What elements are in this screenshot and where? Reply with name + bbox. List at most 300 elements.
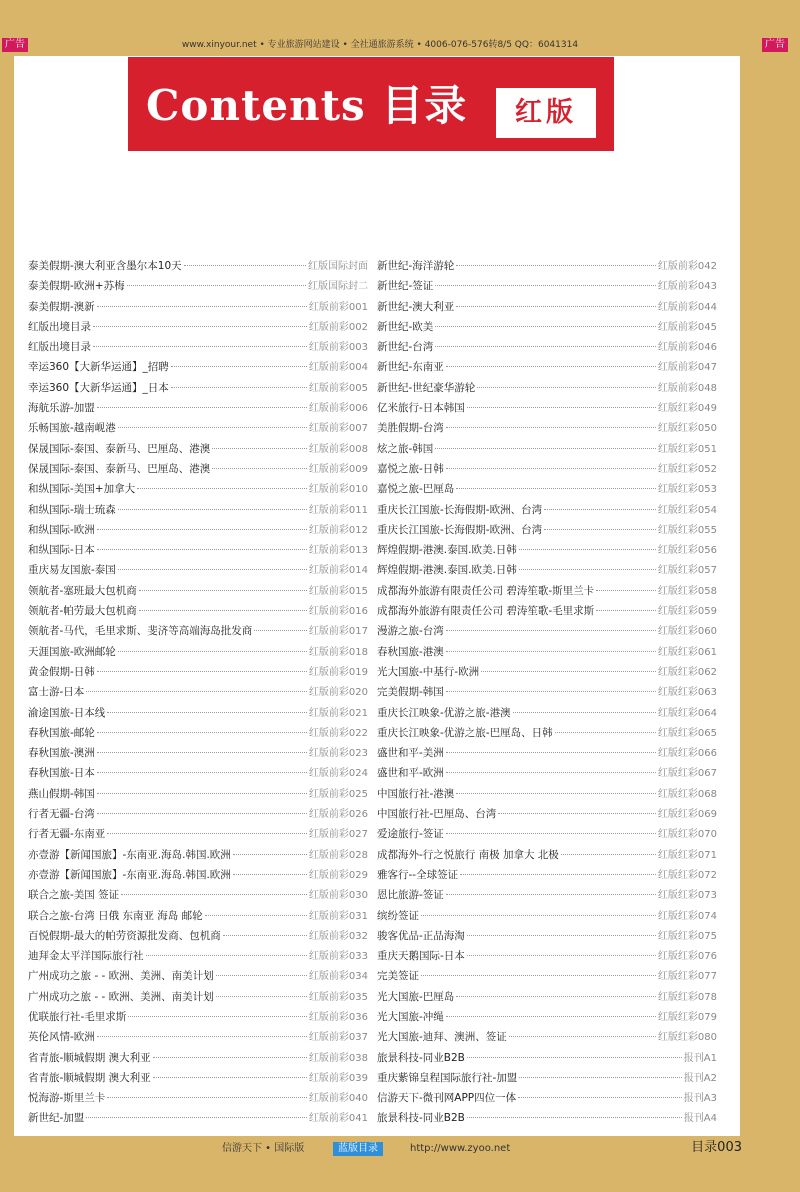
toc-entry[interactable] bbox=[28, 866, 368, 886]
toc-entry[interactable] bbox=[28, 338, 368, 358]
toc-entry-page: 红版红彩075 bbox=[657, 930, 717, 942]
toc-entry-page: 红版前彩044 bbox=[657, 301, 717, 313]
toc-entry-page: 红版红彩051 bbox=[657, 443, 717, 455]
toc-entry-title: 行者无疆-台湾 bbox=[28, 808, 95, 821]
toc-entry-page: 红版红彩071 bbox=[657, 849, 717, 861]
toc-entry-page: 红版红彩062 bbox=[657, 666, 717, 678]
toc-leader-dots bbox=[446, 772, 656, 773]
toc-leader-dots bbox=[107, 1097, 307, 1098]
toc-entry-title: 辉煌假期-港澳.泰国.欧美.日韩 bbox=[377, 544, 517, 557]
toc-leader-dots bbox=[467, 1057, 682, 1058]
toc-entry-title: 泰美假期-澳大利亚含墨尔本10天 bbox=[28, 260, 182, 272]
toc-entry-page: 红版前彩025 bbox=[308, 788, 368, 800]
toc-entry-title: 重庆易友国旅-泰国 bbox=[28, 564, 116, 577]
toc-entry[interactable] bbox=[28, 561, 368, 581]
toc-entry-title: 雅客行--全球签证 bbox=[377, 868, 459, 881]
toc-entry[interactable] bbox=[28, 947, 368, 967]
toc-entry[interactable] bbox=[28, 724, 368, 744]
ad-label-left[interactable]: 广告 bbox=[2, 38, 28, 52]
toc-leader-dots bbox=[97, 752, 307, 753]
toc-entry[interactable] bbox=[377, 1028, 717, 1048]
toc-entry-title: 红版出境目录 bbox=[28, 320, 91, 333]
toc-entry-page: 红版前彩031 bbox=[308, 910, 368, 922]
toc-entry[interactable] bbox=[377, 1089, 717, 1109]
toc-entry[interactable] bbox=[28, 582, 368, 602]
toc-leader-dots bbox=[513, 712, 656, 713]
toc-entry[interactable] bbox=[28, 277, 368, 297]
toc-entry-page: 红版红彩078 bbox=[657, 991, 717, 1003]
toc-entry-title: 泰美假期-澳新 bbox=[28, 300, 95, 313]
toc-entry[interactable] bbox=[28, 967, 368, 987]
toc-leader-dots bbox=[446, 752, 656, 753]
toc-entry[interactable] bbox=[377, 825, 717, 845]
toc-entry-page: 红版前彩004 bbox=[308, 362, 368, 374]
toc-entry[interactable] bbox=[28, 846, 368, 866]
toc-leader-dots bbox=[518, 1097, 682, 1098]
toc-entry-title: 嘉悦之旅-巴厘岛 bbox=[377, 483, 455, 496]
toc-entry-title: 悦海游-斯里兰卡 bbox=[28, 1092, 106, 1105]
toc-leader-dots bbox=[456, 793, 656, 794]
toc-leader-dots bbox=[171, 366, 307, 367]
toc-entry[interactable] bbox=[28, 318, 368, 338]
toc-leader-dots bbox=[233, 854, 307, 855]
toc-entry-title: 漫游之旅-台湾 bbox=[377, 625, 444, 638]
toc-entry-page: 红版前彩027 bbox=[308, 829, 368, 841]
toc-entry-page: 红版红彩049 bbox=[657, 403, 717, 415]
toc-leader-dots bbox=[146, 955, 307, 956]
toc-entry[interactable] bbox=[377, 440, 717, 460]
toc-entry-page: 红版红彩055 bbox=[657, 524, 717, 536]
toc-leader-dots bbox=[128, 1016, 307, 1017]
toc-entry[interactable] bbox=[28, 704, 368, 724]
toc-leader-dots bbox=[519, 569, 656, 570]
toc-leader-dots bbox=[561, 854, 656, 855]
toc-entry[interactable] bbox=[377, 460, 717, 480]
toc-leader-dots bbox=[446, 468, 656, 469]
toc-entry[interactable] bbox=[28, 501, 368, 521]
toc-entry-title: 光大国旅-巴厘岛 bbox=[377, 990, 455, 1003]
toc-entry[interactable] bbox=[28, 480, 368, 500]
toc-entry-title: 春秋国旅-澳洲 bbox=[28, 747, 95, 760]
toc-entry[interactable] bbox=[28, 1049, 368, 1069]
toc-leader-dots bbox=[477, 387, 656, 388]
toc-leader-dots bbox=[97, 407, 307, 408]
toc-entry[interactable] bbox=[377, 399, 717, 419]
toc-entry[interactable] bbox=[377, 582, 717, 602]
toc-entry-title: 骏客优品-正品海淘 bbox=[377, 929, 465, 942]
toc-entry[interactable] bbox=[28, 379, 368, 399]
toc-entry-title: 保晟国际-泰国、泰新马、巴厘岛、港澳 bbox=[28, 462, 211, 475]
toc-entry-page: 红版前彩045 bbox=[657, 321, 717, 333]
toc-leader-dots bbox=[435, 285, 656, 286]
toc-entry-title: 优联旅行社-毛里求斯 bbox=[28, 1010, 127, 1023]
toc-leader-dots bbox=[596, 590, 656, 591]
toc-entry-page: 红版前彩006 bbox=[308, 403, 368, 415]
toc-entry-title: 迪拜金太平洋国际旅行社 bbox=[28, 950, 144, 963]
toc-entry-title: 乐畅国旅-越南岘港 bbox=[28, 422, 116, 435]
toc-entry[interactable] bbox=[28, 1069, 368, 1089]
toc-right-column bbox=[377, 257, 717, 1130]
toc-entry[interactable] bbox=[377, 724, 717, 744]
toc-entry[interactable] bbox=[28, 622, 368, 642]
toc-entry-page: 红版红彩072 bbox=[657, 869, 717, 881]
toc-entry-page: 红版前彩042 bbox=[657, 261, 717, 272]
toc-entry[interactable] bbox=[28, 1028, 368, 1048]
toc-entry-title: 炫之旅-韩国 bbox=[377, 442, 434, 455]
toc-entry-title: 和纵国际-瑞士琉森 bbox=[28, 503, 116, 516]
toc-entry[interactable] bbox=[377, 358, 717, 378]
toc-entry-title: 新世纪-东南亚 bbox=[377, 361, 444, 374]
footer-page-label: 目录003 bbox=[691, 1140, 742, 1155]
toc-entry-page: 红版前彩018 bbox=[308, 646, 368, 658]
toc-leader-dots bbox=[446, 1016, 656, 1017]
toc-entry-title: 中国旅行社-港澳 bbox=[377, 787, 455, 800]
toc-entry-title: 重庆天鹅国际-日本 bbox=[377, 950, 465, 963]
toc-entry-page: 红版前彩040 bbox=[308, 1093, 368, 1105]
toc-leader-dots bbox=[555, 732, 656, 733]
toc-entry-title: 泰美假期-欧洲+苏梅 bbox=[28, 280, 125, 293]
toc-leader-dots bbox=[139, 610, 307, 611]
toc-entry[interactable] bbox=[377, 764, 717, 784]
toc-entry-page: 红版红彩068 bbox=[657, 788, 717, 800]
toc-entry[interactable] bbox=[377, 338, 717, 358]
toc-entry-page: 红版红彩067 bbox=[657, 768, 717, 780]
header-contact-line: www.xinyour.net • 专业旅游网站建设 • 全社通旅游系统 • 4006-076-576转8/5 QQ：6041314 bbox=[181, 40, 579, 50]
toc-entry-page: 红版红彩058 bbox=[657, 585, 717, 597]
toc-entry-page: 红版红彩063 bbox=[657, 687, 717, 699]
toc-entry-title: 成都海外-行之悦旅行 南极 加拿大 北极 bbox=[377, 848, 559, 861]
toc-leader-dots bbox=[456, 306, 656, 307]
toc-leader-dots bbox=[107, 712, 307, 713]
toc-entry-title: 嘉悦之旅-日韩 bbox=[377, 462, 444, 475]
toc-entry[interactable] bbox=[28, 521, 368, 541]
toc-entry[interactable] bbox=[377, 521, 717, 541]
toc-leader-dots bbox=[212, 448, 307, 449]
toc-leader-dots bbox=[97, 1036, 307, 1037]
toc-leader-dots bbox=[446, 427, 656, 428]
toc-entry-title: 重庆长江国旅-长海假期-欧洲、台湾 bbox=[377, 523, 543, 536]
toc-entry-title: 光大国旅-迪拜、澳洲、签证 bbox=[377, 1031, 507, 1044]
toc-leader-dots bbox=[421, 975, 656, 976]
toc-entry-title: 重庆长江国旅-长海假期-欧洲、台湾 bbox=[377, 503, 543, 516]
toc-entry[interactable] bbox=[28, 744, 368, 764]
toc-entry-page: 红版红彩052 bbox=[657, 463, 717, 475]
toc-entry-page: 红版前彩022 bbox=[308, 727, 368, 739]
toc-entry-title: 恩比旅游-签证 bbox=[377, 889, 444, 902]
toc-entry-title: 盛世和平-欧洲 bbox=[377, 767, 444, 780]
toc-entry-title: 省青旅-顺城假期 澳大利亚 bbox=[28, 1051, 151, 1064]
toc-leader-dots bbox=[223, 935, 307, 936]
toc-entry-page: 红版前彩001 bbox=[308, 301, 368, 313]
toc-entry[interactable] bbox=[28, 805, 368, 825]
toc-entry[interactable] bbox=[28, 358, 368, 378]
toc-leader-dots bbox=[97, 813, 307, 814]
toc-leader-dots bbox=[233, 874, 307, 875]
toc-entry-title: 美胜假期-台湾 bbox=[377, 422, 444, 435]
toc-entry-title: 富士游-日本 bbox=[28, 686, 85, 699]
toc-leader-dots bbox=[446, 630, 656, 631]
toc-leader-dots bbox=[118, 509, 307, 510]
toc-entry[interactable] bbox=[28, 399, 368, 419]
toc-entry[interactable] bbox=[377, 988, 717, 1008]
toc-entry-title: 光大国旅-冲绳 bbox=[377, 1010, 444, 1023]
toc-entry[interactable] bbox=[377, 886, 717, 906]
toc-entry-page: 红版红彩066 bbox=[657, 748, 717, 760]
toc-entry-page: 红版红彩064 bbox=[657, 707, 717, 719]
toc-entry[interactable] bbox=[377, 663, 717, 683]
toc-entry-page: 红版红彩057 bbox=[657, 565, 717, 577]
toc-entry[interactable] bbox=[377, 541, 717, 561]
toc-entry[interactable] bbox=[28, 1089, 368, 1109]
toc-entry-title: 联合之旅-美国 签证 bbox=[28, 889, 120, 902]
toc-entry-title: 旅景科技-同业B2B bbox=[377, 1112, 465, 1125]
toc-entry-title: 领航者-马代，毛里求斯、斐济等高端海岛批发商 bbox=[28, 625, 253, 638]
toc-entry-title: 渝途国旅-日本线 bbox=[28, 706, 106, 719]
toc-entry-title: 亦壹游【新闻国旅】-东南亚.海岛.韩国.欧洲 bbox=[28, 848, 231, 861]
toc-leader-dots bbox=[446, 366, 656, 367]
toc-entry-title: 春秋国旅-邮轮 bbox=[28, 726, 95, 739]
toc-entry-title: 行者无疆-东南亚 bbox=[28, 828, 106, 841]
toc-entry-title: 亦壹游【新闻国旅】-东南亚.海岛.韩国.欧洲 bbox=[28, 868, 231, 881]
toc-entry[interactable] bbox=[28, 643, 368, 663]
contents-banner bbox=[128, 57, 614, 151]
toc-leader-dots bbox=[544, 529, 656, 530]
toc-leader-dots bbox=[121, 894, 307, 895]
toc-leader-dots bbox=[460, 874, 656, 875]
toc-leader-dots bbox=[435, 448, 656, 449]
toc-entry[interactable] bbox=[377, 622, 717, 642]
toc-entry-title: 新世纪-世纪豪华游轮 bbox=[377, 381, 476, 394]
toc-entry-title: 广州成功之旅 - - 欧洲、美洲、南美计划 bbox=[28, 970, 214, 983]
toc-entry[interactable] bbox=[28, 602, 368, 622]
toc-leader-dots bbox=[498, 813, 656, 814]
toc-entry[interactable] bbox=[377, 1109, 717, 1129]
toc-entry-title: 中国旅行社-巴厘岛、台湾 bbox=[377, 808, 497, 821]
toc-entry-title: 重庆长江映象-优游之旅-巴厘岛、日韩 bbox=[377, 726, 553, 739]
toc-leader-dots bbox=[97, 549, 307, 550]
toc-leader-dots bbox=[118, 651, 307, 652]
toc-entry-title: 和纵国际-欧洲 bbox=[28, 523, 95, 536]
toc-entry-title: 和纵国际-美国+加拿大 bbox=[28, 483, 136, 496]
toc-entry-page: 红版红彩060 bbox=[657, 626, 717, 638]
toc-entry-page: 红版前彩038 bbox=[308, 1052, 368, 1064]
toc-entry[interactable] bbox=[28, 1109, 368, 1129]
toc-entry-page: 红版红彩074 bbox=[657, 910, 717, 922]
toc-leader-dots bbox=[456, 996, 656, 997]
toc-leader-dots bbox=[107, 833, 307, 834]
toc-leader-dots bbox=[467, 955, 656, 956]
toc-entry[interactable] bbox=[28, 440, 368, 460]
toc-entry[interactable] bbox=[377, 805, 717, 825]
toc-entry-page: 红版红彩073 bbox=[657, 890, 717, 902]
toc-entry-page: 红版红彩076 bbox=[657, 951, 717, 963]
toc-entry-page: 红版前彩036 bbox=[308, 1011, 368, 1023]
toc-entry-title: 保晟国际-泰国、泰新马、巴厘岛、港澳 bbox=[28, 442, 211, 455]
toc-entry-title: 成都海外旅游有限责任公司 碧涛笙歌-毛里求斯 bbox=[377, 605, 595, 618]
toc-entry-title: 省青旅-顺城假期 澳大利亚 bbox=[28, 1071, 151, 1084]
toc-leader-dots bbox=[544, 509, 656, 510]
toc-entry-page: 红版前彩015 bbox=[308, 585, 368, 597]
toc-entry-page: 红版前彩011 bbox=[308, 504, 368, 516]
toc-entry-page: 红版红彩061 bbox=[657, 646, 717, 658]
toc-entry-title: 幸运360【大新华运通】_招聘 bbox=[28, 361, 169, 374]
toc-entry-page: 红版前彩010 bbox=[308, 484, 368, 496]
toc-entry-page: 红版前彩009 bbox=[308, 463, 368, 475]
toc-entry[interactable] bbox=[28, 886, 368, 906]
toc-entry[interactable] bbox=[28, 460, 368, 480]
toc-entry-title: 亿米旅行-日本韩国 bbox=[377, 402, 465, 415]
toc-entry[interactable] bbox=[28, 419, 368, 439]
toc-entry-page: 红版红彩059 bbox=[657, 606, 717, 618]
toc-entry[interactable] bbox=[377, 1008, 717, 1028]
toc-entry[interactable] bbox=[377, 704, 717, 724]
toc-entry[interactable] bbox=[377, 277, 717, 297]
toc-entry[interactable] bbox=[377, 501, 717, 521]
toc-leader-dots bbox=[97, 671, 307, 672]
toc-entry[interactable] bbox=[377, 907, 717, 927]
toc-entry-title: 旅景科技-同业B2B bbox=[377, 1051, 465, 1064]
toc-leader-dots bbox=[456, 488, 656, 489]
toc-entry[interactable] bbox=[377, 785, 717, 805]
toc-entry-page: 红版前彩030 bbox=[308, 890, 368, 902]
toc-entry-title: 新世纪-澳大利亚 bbox=[377, 300, 455, 313]
toc-leader-dots bbox=[446, 691, 656, 692]
toc-entry[interactable] bbox=[377, 744, 717, 764]
ad-label-right[interactable]: 广告 bbox=[762, 38, 788, 52]
footer-bar bbox=[0, 1136, 800, 1162]
toc-entry[interactable] bbox=[377, 379, 717, 399]
toc-leader-dots bbox=[509, 1036, 656, 1037]
toc-entry-page: 红版前彩013 bbox=[308, 545, 368, 557]
toc-leader-dots bbox=[97, 793, 307, 794]
toc-entry-page: 红版前彩003 bbox=[308, 342, 368, 354]
toc-leader-dots bbox=[421, 915, 656, 916]
toc-entry-title: 新世纪-签证 bbox=[377, 280, 434, 293]
toc-entry-page: 红版红彩069 bbox=[657, 809, 717, 821]
toc-entry[interactable] bbox=[377, 866, 717, 886]
toc-entry[interactable] bbox=[28, 663, 368, 683]
toc-entry[interactable] bbox=[28, 683, 368, 703]
toc-entry[interactable] bbox=[377, 298, 717, 318]
toc-entry-title: 广州成功之旅 - - 欧洲、美洲、南美计划 bbox=[28, 990, 214, 1003]
toc-leader-dots bbox=[171, 387, 307, 388]
toc-entry[interactable] bbox=[28, 764, 368, 784]
toc-entry[interactable] bbox=[377, 967, 717, 987]
toc-entry-page: 报刊A2 bbox=[683, 1072, 717, 1084]
toc-entry-title: 春秋国旅-港澳 bbox=[377, 645, 444, 658]
toc-entry[interactable] bbox=[28, 825, 368, 845]
toc-entry[interactable] bbox=[377, 480, 717, 500]
toc-entry[interactable] bbox=[377, 643, 717, 663]
toc-leader-dots bbox=[118, 569, 307, 570]
toc-entry[interactable] bbox=[28, 927, 368, 947]
toc-entry-page: 报刊A1 bbox=[683, 1052, 717, 1064]
toc-entry-page: 红版前彩032 bbox=[308, 930, 368, 942]
toc-leader-dots bbox=[435, 326, 656, 327]
toc-leader-dots bbox=[118, 427, 307, 428]
top-bar bbox=[0, 0, 800, 56]
toc-leader-dots bbox=[97, 732, 307, 733]
toc-entry-page: 红版红彩080 bbox=[657, 1032, 717, 1044]
toc-entry[interactable] bbox=[28, 1008, 368, 1028]
toc-entry-title: 和纵国际-日本 bbox=[28, 544, 95, 557]
toc-entry-page: 红版前彩017 bbox=[308, 626, 368, 638]
toc-entry-page: 红版前彩034 bbox=[308, 971, 368, 983]
toc-entry[interactable] bbox=[377, 683, 717, 703]
toc-entry[interactable] bbox=[377, 318, 717, 338]
toc-entry-title: 英伦风情-欧洲 bbox=[28, 1031, 95, 1044]
toc-entry-page: 红版前彩012 bbox=[308, 524, 368, 536]
toc-leader-dots bbox=[216, 975, 307, 976]
toc-entry[interactable] bbox=[377, 1069, 717, 1089]
toc-entry-page: 红版前彩008 bbox=[308, 443, 368, 455]
toc-entry-page: 红版红彩050 bbox=[657, 423, 717, 435]
toc-leader-dots bbox=[467, 935, 656, 936]
toc-entry-title: 海航乐游-加盟 bbox=[28, 402, 95, 415]
toc-leader-dots bbox=[467, 407, 656, 408]
toc-entry-title: 缤纷签证 bbox=[377, 909, 419, 922]
toc-entry-page: 红版前彩047 bbox=[657, 362, 717, 374]
toc-entry-title: 新世纪-加盟 bbox=[28, 1112, 85, 1125]
toc-entry[interactable] bbox=[28, 988, 368, 1008]
toc-leader-dots bbox=[435, 346, 656, 347]
toc-entry[interactable] bbox=[28, 257, 368, 277]
toc-entry-title: 成都海外旅游有限责任公司 碧涛笙歌-斯里兰卡 bbox=[377, 584, 595, 597]
toc-entry-title: 红版出境目录 bbox=[28, 341, 91, 354]
toc-leader-dots bbox=[519, 1077, 682, 1078]
toc-entry-page: 红版前彩039 bbox=[308, 1072, 368, 1084]
footer-tag[interactable]: 蓝版目录 bbox=[333, 1142, 383, 1156]
toc-entry[interactable] bbox=[377, 602, 717, 622]
footer-url[interactable]: http://www.zyoo.net bbox=[410, 1143, 511, 1154]
toc-entry-page: 红版红彩070 bbox=[657, 829, 717, 841]
toc-entry[interactable] bbox=[28, 541, 368, 561]
toc-leader-dots bbox=[481, 671, 656, 672]
toc-entry[interactable] bbox=[377, 419, 717, 439]
toc-entry-page: 红版前彩021 bbox=[308, 707, 368, 719]
toc-entry[interactable] bbox=[28, 785, 368, 805]
toc-entry-page: 红版前彩016 bbox=[308, 606, 368, 618]
toc-entry-page: 红版前彩033 bbox=[308, 951, 368, 963]
toc-leader-dots bbox=[97, 529, 307, 530]
toc-entry-title: 信游天下-微刊网APP四位一体 bbox=[377, 1092, 517, 1105]
toc-entry-title: 幸运360【大新华运通】_日本 bbox=[28, 381, 169, 394]
toc-entry-page: 红版前彩019 bbox=[308, 666, 368, 678]
toc-entry-page: 红版红彩053 bbox=[657, 484, 717, 496]
toc-entry-page: 红版前彩002 bbox=[308, 321, 368, 333]
toc-entry-title: 辉煌假期-港澳.泰国.欧美.日韩 bbox=[377, 564, 517, 577]
toc-entry[interactable] bbox=[28, 298, 368, 318]
toc-leader-dots bbox=[86, 1117, 307, 1118]
toc-leader-dots bbox=[254, 630, 307, 631]
toc-leader-dots bbox=[93, 326, 307, 327]
toc-entry[interactable] bbox=[377, 561, 717, 581]
toc-entry-page: 红版前彩046 bbox=[657, 342, 717, 354]
toc-entry-page: 红版前彩029 bbox=[308, 869, 368, 881]
toc-leader-dots bbox=[97, 772, 307, 773]
toc-entry[interactable] bbox=[377, 1049, 717, 1069]
toc-entry[interactable] bbox=[28, 907, 368, 927]
toc-entry-page: 红版红彩056 bbox=[657, 545, 717, 557]
toc-entry-page: 红版红彩079 bbox=[657, 1011, 717, 1023]
toc-entry[interactable] bbox=[377, 947, 717, 967]
edition-badge: 红版 bbox=[496, 88, 596, 138]
toc-entry[interactable] bbox=[377, 257, 717, 277]
toc-entry-title: 盛世和平-美洲 bbox=[377, 747, 444, 760]
toc-entry[interactable] bbox=[377, 927, 717, 947]
toc-entry[interactable] bbox=[377, 846, 717, 866]
footer-brand: 信游天下 • 国际版 bbox=[222, 1143, 305, 1154]
